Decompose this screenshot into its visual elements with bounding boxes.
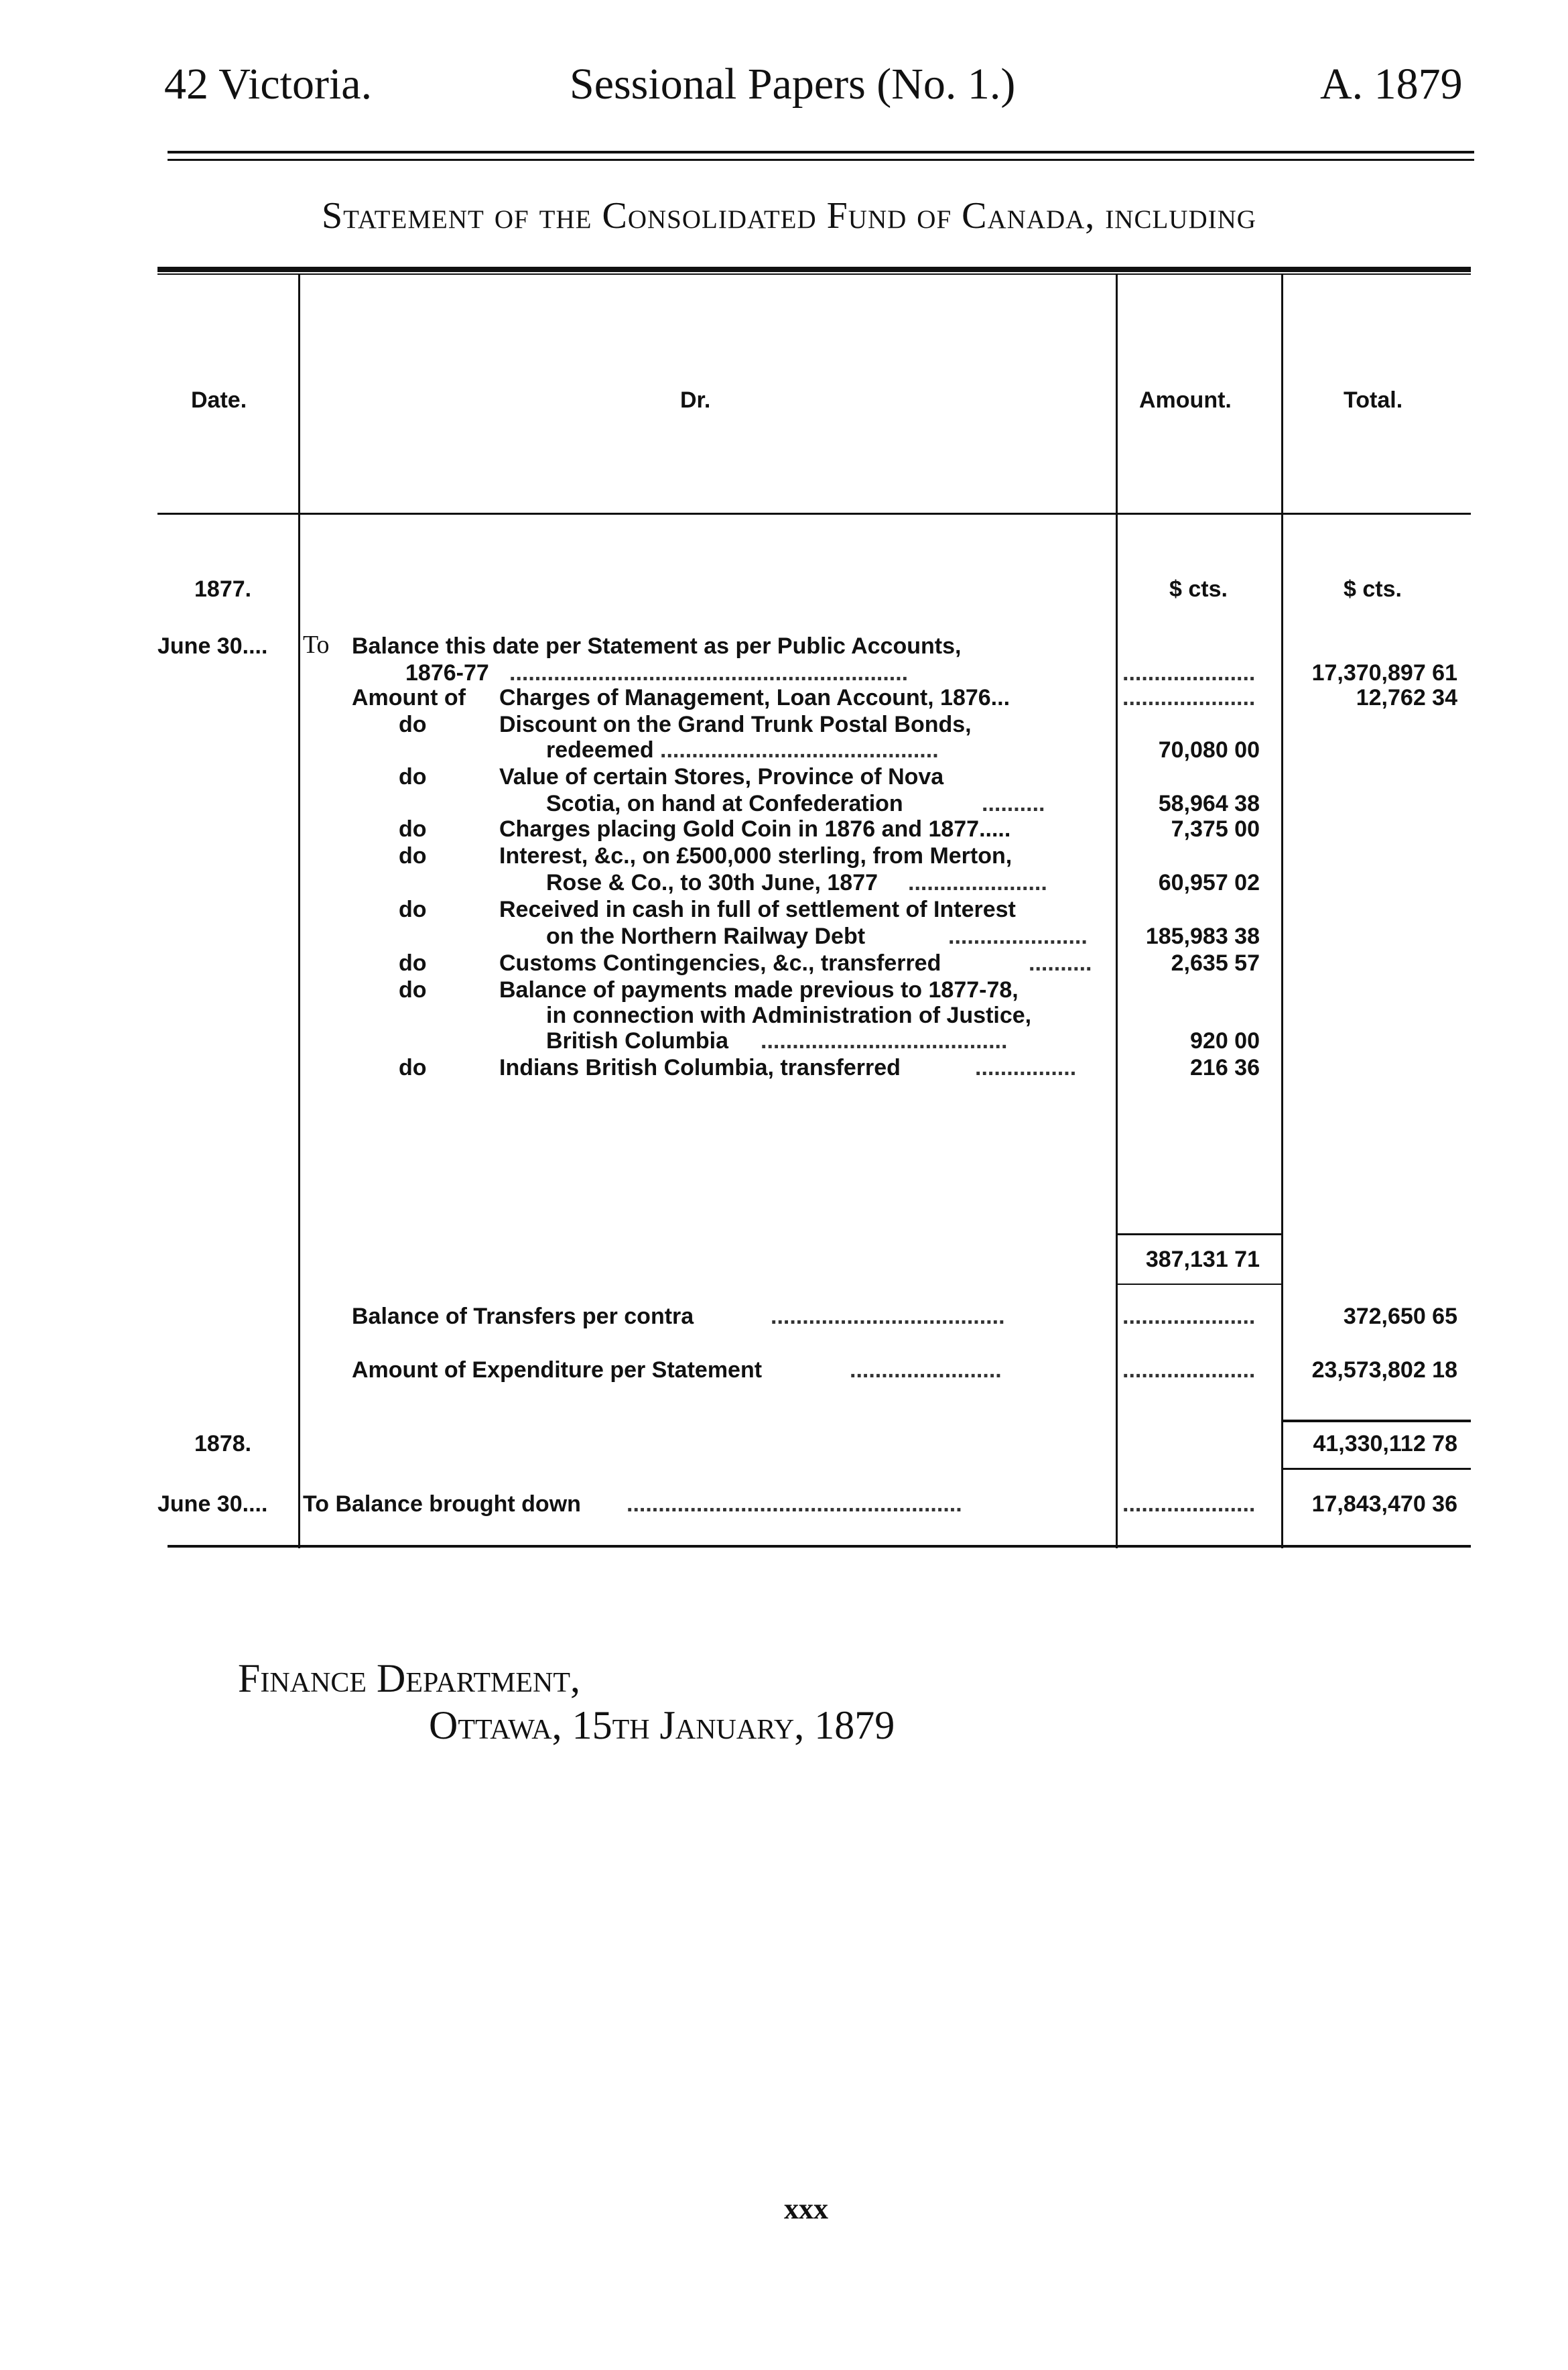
header-total: Total. — [1344, 387, 1403, 413]
date-june-30: June 30.... — [157, 633, 268, 659]
leader-dots: .......... — [982, 791, 1045, 816]
leader-dots: ..................... — [1122, 1357, 1256, 1383]
expenditure-total: 23,573,802 18 — [1311, 1357, 1457, 1383]
row-prefix: do — [399, 712, 427, 737]
signature-place-date: Ottawa, 15th January, 1879 — [429, 1703, 895, 1747]
top-rule-2 — [168, 159, 1474, 161]
year-1878: 1878. — [194, 1431, 252, 1456]
leader-dots: ...................... — [908, 870, 1047, 895]
row-prefix: do — [399, 897, 427, 922]
row-prefix: do — [399, 950, 427, 976]
row-amount: 2,635 57 — [1171, 950, 1260, 976]
grand-total-bottom-rule — [1283, 1468, 1471, 1470]
row-prefix: do — [399, 843, 427, 869]
leader-dots: ........................ — [850, 1357, 1002, 1383]
row-text-cont: Scotia, on hand at Confederation — [546, 791, 903, 816]
row-total: 12,762 34 — [1356, 685, 1457, 710]
row-amount: 185,983 38 — [1145, 924, 1260, 949]
signature-department: Finance Department, — [238, 1656, 580, 1700]
row-text: Balance this date per Statement as per Public Accounts, — [352, 633, 962, 659]
running-head-center: Sessional Papers (No. 1.) — [570, 60, 1016, 109]
row-text: Balance of payments made previous to 1877-78, — [499, 977, 1019, 1003]
leader-dots: ............................................................... — [509, 660, 909, 686]
amount-unit: $ cts. — [1169, 576, 1228, 602]
leader-dots: ....................................... — [761, 1028, 1008, 1054]
header-dr: Dr. — [680, 387, 711, 413]
table-top-rule-thin — [157, 273, 1471, 275]
year-1877: 1877. — [194, 576, 252, 602]
row-text-cont: Rose & Co., to 30th June, 1877 — [546, 870, 878, 895]
subtotal-amount: 387,131 71 — [1145, 1247, 1260, 1272]
leader-dots: .......... — [1029, 950, 1092, 976]
header-bottom-rule — [157, 513, 1471, 515]
leader-dots: ..................... — [1122, 1491, 1256, 1517]
top-rule-1 — [168, 151, 1474, 153]
leader-dots: ..................... — [1122, 685, 1256, 710]
row-prefix: do — [399, 1055, 427, 1080]
row-text: Indians British Columbia, transferred — [499, 1055, 901, 1080]
leader-dots: ..................... — [1122, 1304, 1256, 1329]
row-amount: 58,964 38 — [1158, 791, 1260, 816]
expenditure-label: Amount of Expenditure per Statement — [352, 1357, 763, 1383]
leader-dots: ...................... — [948, 924, 1088, 949]
row-text: Charges of Management, Loan Account, 1876... — [499, 685, 1010, 710]
total-unit: $ cts. — [1344, 576, 1402, 602]
brought-down-label: To Balance brought down — [303, 1491, 581, 1517]
grand-total-top-rule — [1283, 1420, 1471, 1422]
col-divider-amount — [1281, 275, 1283, 1548]
page-folio: xxx — [784, 2192, 828, 2225]
row-prefix: do — [399, 977, 427, 1003]
row-text: Customs Contingencies, &c., transferred — [499, 950, 941, 976]
header-date: Date. — [191, 387, 247, 413]
row-amount: 216 36 — [1190, 1055, 1260, 1080]
row-text-cont2: British Columbia — [546, 1028, 729, 1054]
subtotal-rule — [1118, 1233, 1281, 1235]
grand-total: 41,330,112 78 — [1313, 1431, 1457, 1456]
row-prefix: Amount of — [352, 685, 466, 710]
row-total: 17,370,897 61 — [1311, 660, 1457, 686]
row-text-cont: on the Northern Railway Debt — [546, 924, 866, 949]
transfers-label: Balance of Transfers per contra — [352, 1304, 694, 1329]
statement-heading: Statement of the Consolidated Fund of Canada, including — [322, 195, 1256, 237]
row-amount: 70,080 00 — [1158, 737, 1260, 763]
row-prefix: do — [399, 816, 427, 842]
row-prefix: do — [399, 764, 427, 790]
leader-dots: ............................................ — [660, 737, 939, 763]
running-head-right: A. 1879 — [1320, 60, 1463, 109]
row-text: Charges placing Gold Coin in 1876 and 1877..... — [499, 816, 1011, 842]
leader-dots: ..................... — [1122, 660, 1256, 686]
col-divider-dr — [1116, 275, 1118, 1548]
row-text: Discount on the Grand Trunk Postal Bonds, — [499, 712, 972, 737]
row-amount: 7,375 00 — [1171, 816, 1260, 842]
table-bottom-rule — [168, 1545, 1471, 1548]
row-text: Interest, &c., on £500,000 sterling, from Merton, — [499, 843, 1012, 869]
table-top-rule — [157, 267, 1471, 272]
subtotal-bottom-rule — [1118, 1284, 1281, 1285]
row-text: Received in cash in full of settlement of Interest — [499, 897, 1016, 922]
row-text-cont: 1876-77 — [405, 660, 489, 686]
row-amount: 60,957 02 — [1158, 870, 1260, 895]
date-june-30-1878: June 30.... — [157, 1491, 268, 1517]
row-text: Value of certain Stores, Province of Nova — [499, 764, 944, 790]
brought-down-total: 17,843,470 36 — [1311, 1491, 1457, 1517]
row-text-cont: in connection with Administration of Justice, — [546, 1003, 1032, 1028]
row-amount: 920 00 — [1190, 1028, 1260, 1054]
header-amount: Amount. — [1139, 387, 1232, 413]
leader-dots: ..................................... — [771, 1304, 1005, 1329]
leader-dots: ..................................................... — [627, 1491, 962, 1517]
leader-dots: ................ — [975, 1055, 1077, 1080]
col-divider-date — [298, 275, 300, 1548]
transfers-total: 372,650 65 — [1343, 1304, 1457, 1329]
row-text-cont: redeemed — [546, 737, 654, 763]
row-prefix: To — [303, 631, 330, 659]
running-head-left: 42 Victoria. — [164, 60, 373, 109]
